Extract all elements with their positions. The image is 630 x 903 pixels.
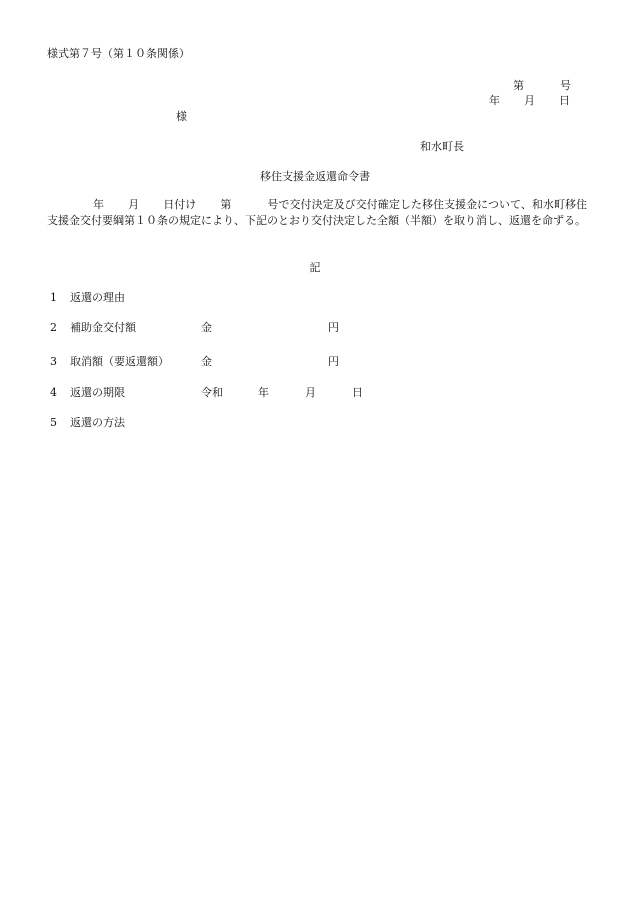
deadline-era: 令和 — [201, 386, 223, 399]
document-date-day: 日 — [559, 94, 570, 107]
body-main-text: 号で交付決定及び交付確定した移住支援金について、和水町移住支援金交付要綱第１０条の規定により、下記のとおり交付決定した全額（半額）を取り消し、返還を命ずる。 — [47, 198, 588, 227]
item-label: 補助金交付額 — [70, 321, 136, 334]
document-title: 移住支援金返還命令書 — [260, 170, 370, 183]
deadline-month: 月 — [305, 386, 316, 399]
item-number: 4 — [50, 386, 57, 399]
addressee-honorific: 様 — [176, 110, 187, 123]
body-date-day: 日付け — [163, 198, 197, 211]
amount-prefix: 金 — [201, 321, 212, 334]
amount-prefix: 金 — [201, 355, 212, 368]
document-date — [489, 94, 570, 108]
document-date-month: 月 — [524, 94, 535, 107]
body-date-year: 年 — [93, 198, 105, 211]
item-number: 5 — [50, 416, 57, 429]
document-number — [513, 79, 571, 93]
form-identifier: 様式第７号（第１０条関係） — [47, 47, 190, 60]
list-item — [50, 386, 125, 400]
item-number: 2 — [50, 321, 57, 334]
item-label: 返還の理由 — [70, 291, 125, 304]
amount-unit: 円 — [328, 321, 339, 334]
document-number-prefix: 第 — [513, 79, 524, 92]
body-date-month: 月 — [128, 198, 140, 211]
body-paragraph — [47, 197, 587, 229]
amount-unit: 円 — [328, 355, 339, 368]
item-label: 取消額（要返還額） — [70, 355, 169, 368]
item-number: 1 — [50, 291, 57, 304]
list-item — [50, 416, 125, 430]
ki-heading: 記 — [309, 261, 321, 274]
list-item — [50, 355, 169, 369]
document-date-year: 年 — [489, 94, 500, 107]
item-number: 3 — [50, 355, 57, 368]
issuer-name: 和水町長 — [420, 140, 464, 153]
document-number-suffix: 号 — [560, 79, 571, 92]
deadline-year: 年 — [258, 386, 269, 399]
list-item — [50, 321, 136, 335]
list-item — [50, 291, 125, 305]
body-number-prefix: 第 — [220, 198, 232, 211]
deadline-day: 日 — [352, 386, 363, 399]
item-label: 返還の期限 — [70, 386, 125, 399]
item-label: 返還の方法 — [70, 416, 125, 429]
